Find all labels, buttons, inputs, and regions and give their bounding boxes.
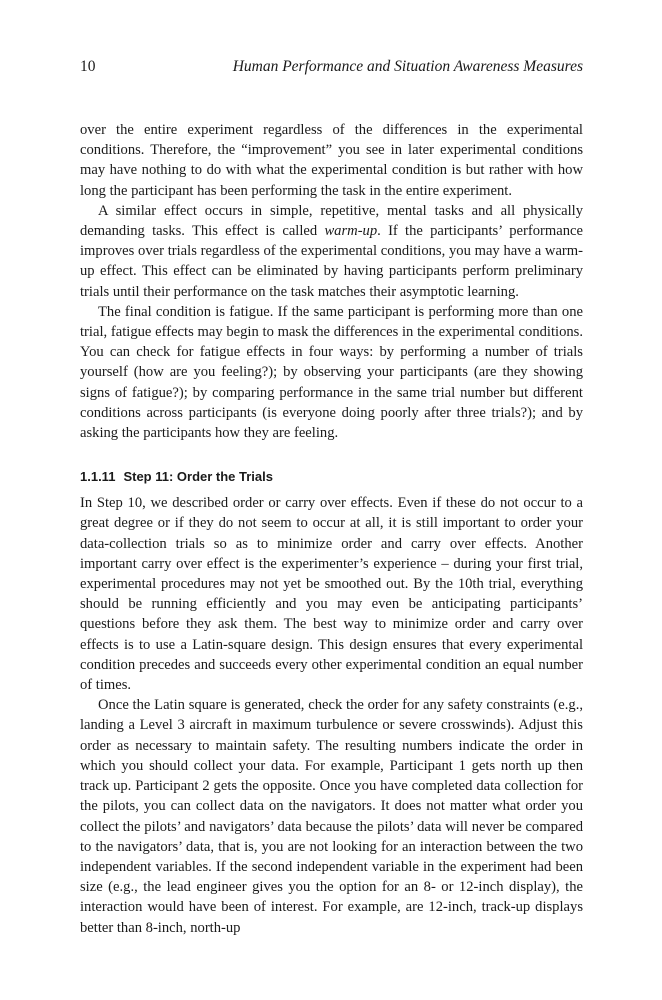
paragraph-order-effects: In Step 10, we described order or carry over effects. Even if these do not occur to a great degree or if they do not seem to occur at all, it is still important to order your data-collection trials so as to minimize order and carry over effects. Another important carry over effect is the experimenter’s experience – during your first trial, experimental procedures may not yet be smoothed out. By the 10th trial, everything should be running efficiently and you may even be anticipating participants’ questions before they ask them. The best way to minimize order and carry over effects is to use a Latin-square design. This design ensures that every experimental condition precedes and succeeds every other experimental condition an equal number of times.: [80, 495, 583, 694]
paragraph-warm-up-lead: A similar effect occurs in simple, repetitive, mental tasks and all physically demanding tasks. This effect is called: [80, 202, 583, 240]
paragraph-warm-up: [80, 201, 583, 302]
paragraph-continued: over the entire experiment regardless of the differences in the experimental conditions. Therefore, the “improvement” you see in later experimental conditions may have nothing to do with what the experimental condition is but rather with how long the participant has been performing the task in the entire experiment.: [80, 122, 583, 199]
section-number: 1.1.11: [80, 469, 116, 485]
section-heading: [80, 467, 583, 487]
term-warm-up: warm-up: [324, 223, 378, 240]
paragraph-latin-square: Once the Latin square is generated, check the order for any safety constraints (e.g., landing a Level 3 aircraft in maximum turbulence or severe crosswinds). Adjust this order as necessary to maintain safety. The resulting numbers indicate the order in which you should collect your data. For example, Participant 1 gets north up then track up. Participant 2 gets the opposite. Once you have completed data collection for the pilots, you can collect data on the navigators. It does not matter what order you collect the pilots’ and navigators’ data because the pilots’ data will never be compared to the navigators’ data, that is, you are not looking for an interaction between the two independent variables. If the second independent variable in the experiment had been size (e.g., the lead engineer gives you the option for an 8- or 12-inch display), the interaction would have been of interest. For example, are 12-inch, track-up displays better than 8-inch, north-up: [80, 697, 583, 936]
body-text: [80, 120, 583, 938]
section-title: Step 11: Order the Trials: [123, 469, 273, 485]
paragraph-fatigue: The final condition is fatigue. If the same participant is performing more than one trial, fatigue effects may begin to mask the differences in the experimental conditions. You can check for fatigue effects in four ways: by performing a number of trials yourself (how are you feeling?); by observing your participants (are they showing signs of fatigue?); by comparing performance in the same trial number but different conditions across participants (is everyone doing poorly after three trials?); and by asking the participants how they are feeling.: [80, 303, 583, 442]
running-header: [80, 58, 583, 78]
paragraph-warm-up-rest: . If the participants’ performance improves over trials regardless of the experimental conditions, you may have a warm-up effect. This effect can be eliminated by having participants perform preliminary trials until their performance on the task matches their asymptotic learning.: [80, 223, 583, 300]
running-title: Human Performance and Situation Awareness Measures: [232, 58, 583, 75]
document-page: [80, 0, 583, 1000]
page-number: 10: [80, 58, 96, 75]
